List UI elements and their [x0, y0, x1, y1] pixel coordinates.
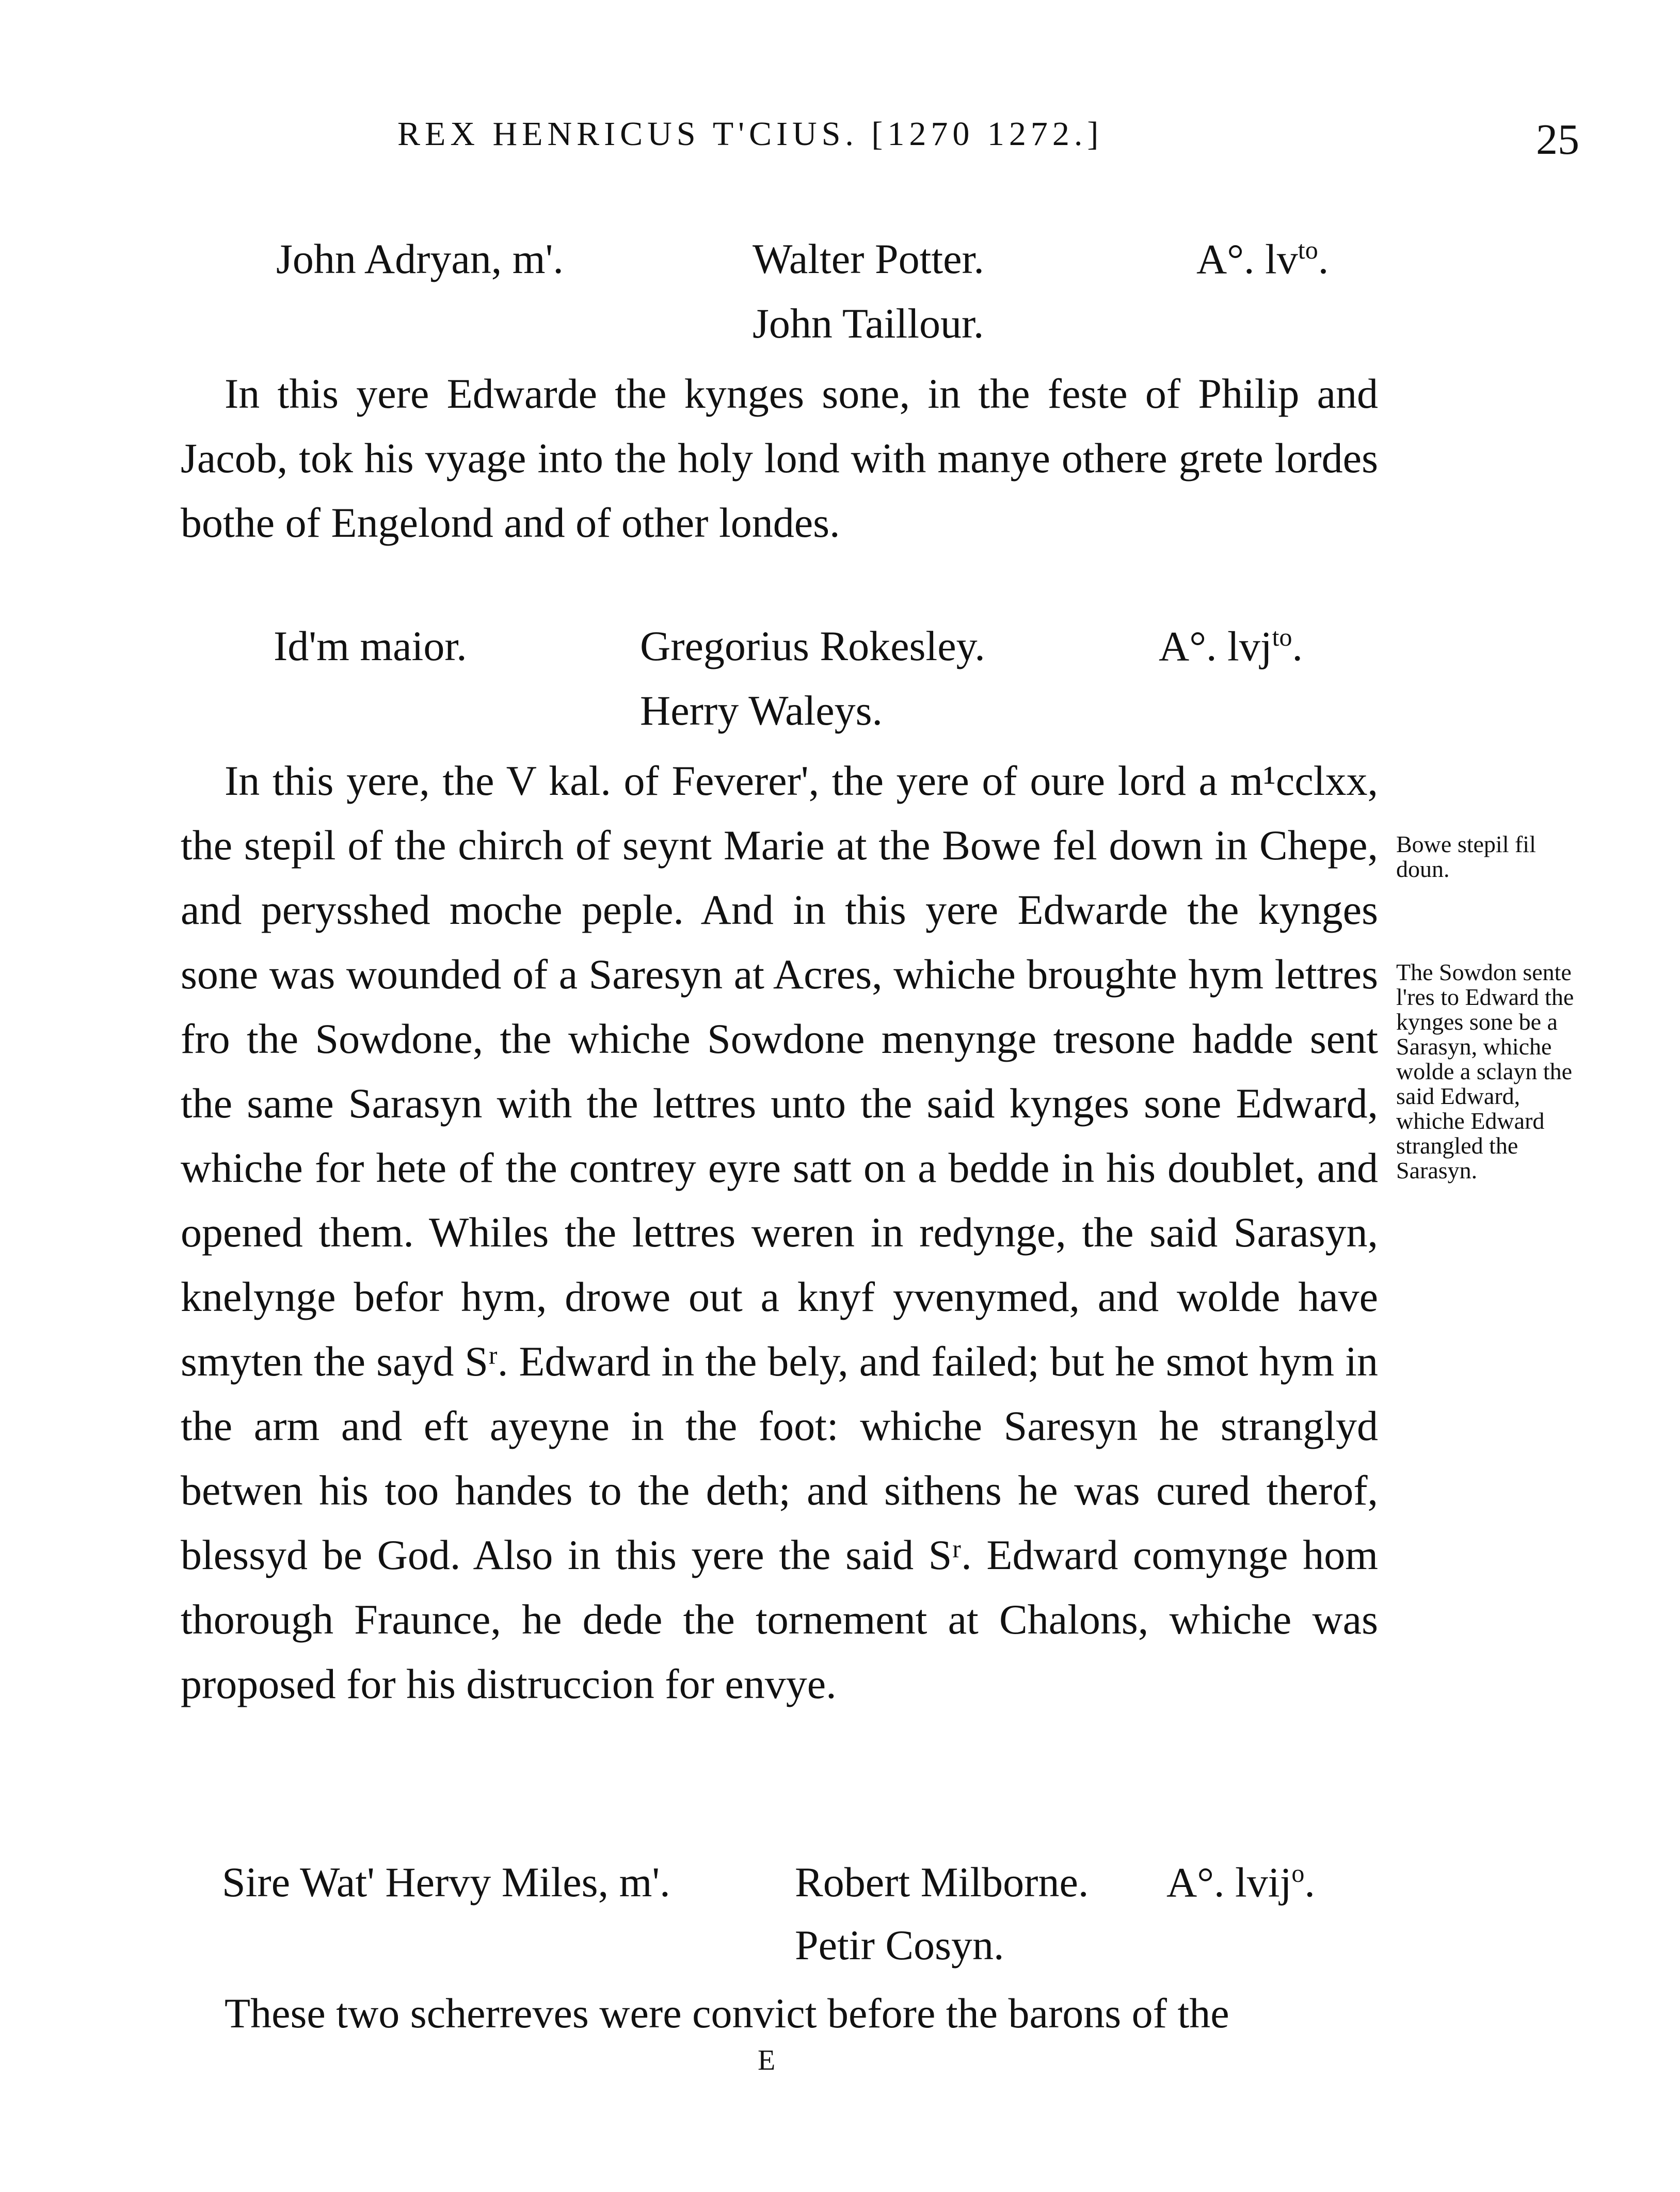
chronicle-paragraph: In this yere Edwarde the kynges sone, in the feste of Philip and Jacob, tok his vyage into the holy lond with manye othere grete lordes bothe of Engelond and of other londes.	[181, 370, 1378, 546]
sheriff-name: Robert Milborne.	[795, 1859, 1089, 1906]
chronicle-paragraph: These two scherreves were convict before the barons of the	[225, 1990, 1229, 2037]
chronicle-paragraph: In this yere, the V kal. of Feverer', the yere of oure lord a m¹cclxx, the stepil of the chirch of seynt Marie at the Bowe fel down in Chepe, and perysshed moche peple. And in this yere Edwarde the kynges sone was wounded of a Saresyn at Acres, whiche broughte hym lettres fro the Sowdone, the whiche Sowdone menynge tresone hadde sent the same Sarasyn with the lettres unto the said kynges sone Edward, whiche for hete of the contrey eyre satt on a bedde in his doublet, and opened them. Whiles the lettres weren in redynge, the said Sarasyn, knelynge befor hym, drowe out a knyf yvenymed, and wolde have smyten the sayd Sʳ. Edward in the bely, and failed; but he smot hym in the arm and eft ayeyne in the foot: whiche Saresyn he stranglyd betwen his too handes to the deth; and sithens he was cured therof, blessyd be God. Also in this yere the said Sʳ. Edward comynge hom thorough Fraunce, he dede the tornement at Chalons, whiche was proposed for his distruccion for envye.	[181, 757, 1378, 1707]
sheriff-name: Walter Potter.	[753, 235, 984, 282]
mayor-name: Sire Wat' Hervy Miles, m'.	[222, 1859, 670, 1906]
sheriff-name: Herry Waleys.	[640, 687, 883, 734]
mayor-name: John Adryan, m'.	[276, 235, 564, 282]
running-title: REX HENRICUS T'CIUS. [1270 1272.]	[397, 115, 1103, 153]
signature-mark: E	[758, 2044, 778, 2076]
mayor-name: Id'm maior.	[274, 622, 467, 669]
regnal-year: A°. lvj$^{to}$.	[1159, 622, 1303, 670]
sheriff-name: John Taillour.	[753, 300, 984, 347]
page-number: 25	[1536, 116, 1579, 164]
regnal-year: A°. $lv^{to}$.	[1196, 235, 1329, 283]
sheriff-name: Petir Cosyn.	[795, 1922, 1004, 1969]
margin-note: The Sowdon sente l'res to Edward the kynges sone be a Sarasyn, whiche wolde a sclayn the said Edward, whiche Edward strangled the Sarasyn.	[1396, 959, 1574, 1183]
regnal-year: A°. lvij$^o$.	[1166, 1859, 1315, 1906]
sheriff-name: Gregorius Rokesley.	[640, 622, 985, 669]
margin-note: Bowe stepil fil doun.	[1396, 831, 1536, 882]
